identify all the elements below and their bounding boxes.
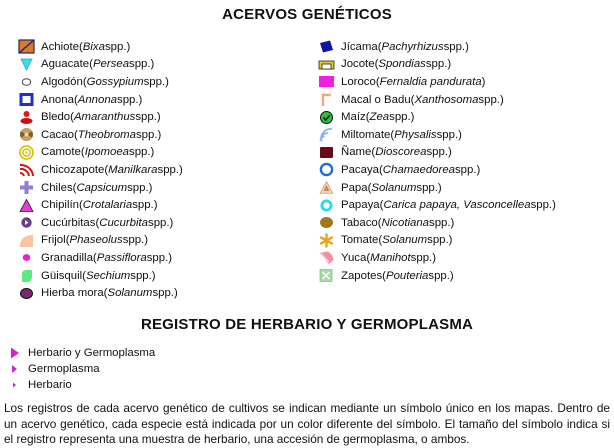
registro-title: REGISTRO DE HERBARIO Y GERMOPLASMA — [140, 316, 474, 333]
common-name: Chiles — [41, 181, 73, 194]
chipilin-icon — [18, 198, 35, 213]
name-suffix: spp.) — [132, 199, 158, 212]
common-name: Cucúrbitas — [41, 216, 96, 229]
hierba-mora-icon — [18, 286, 35, 301]
name-suffix: spp.) — [129, 58, 155, 71]
tomate-icon — [318, 233, 335, 248]
name-suffix: spp.) — [135, 128, 162, 141]
registro-item-small — [8, 377, 155, 393]
legend-item-cacao: Cacao ( Theobroma spp.) — [18, 126, 183, 144]
scientific-name: Pouteria — [385, 269, 429, 282]
legend-item-zapotes: Zapotes ( Pouteria spp.) — [318, 267, 556, 285]
legend-item-tabaco: Tabaco ( Nicotiana spp.) — [318, 214, 556, 232]
common-name: Papaya — [341, 199, 380, 212]
scientific-name: Chamaedorea — [382, 163, 455, 176]
registro-item-large — [8, 345, 155, 361]
legend-item-papa: Papa ( Solanum spp.) — [318, 179, 556, 197]
legend-item-macal: Macal o Badu ( Xanthosoma spp.) — [318, 91, 556, 109]
name-suffix: spp.) — [478, 93, 504, 106]
scientific-name: Solanum — [107, 287, 153, 300]
scientific-name: Zea — [369, 111, 390, 124]
scientific-name: Theobroma — [77, 128, 136, 141]
scientific-name: Spondias — [378, 58, 426, 71]
legend-item-maiz: Maíz ( Zea spp.) — [318, 108, 556, 126]
legend-item-chiles: Chiles ( Capsicum spp.) — [18, 179, 183, 197]
scientific-name: Nicotiana — [381, 216, 430, 229]
common-name: Anona — [41, 93, 74, 106]
triangle-large-icon — [8, 346, 24, 360]
scientific-name: Fernaldia pandurata — [379, 75, 482, 88]
algodon-icon — [18, 74, 35, 89]
scientific-name: Persea — [92, 58, 130, 71]
common-name: Yuca — [341, 251, 367, 264]
legend-item-hierba-mora: Hierba mora ( Solanum spp.) — [18, 284, 183, 302]
legend-item-jicama: Jícama ( Pachyrhizus spp.) — [318, 38, 556, 56]
common-name: Güisquil — [41, 269, 83, 282]
legend-column-left — [18, 38, 183, 302]
jocote-icon — [318, 57, 335, 72]
common-name: Achiote — [41, 40, 79, 53]
scientific-name: Annona — [77, 93, 118, 106]
chicozapote-icon — [18, 162, 35, 177]
name-suffix: spp.) — [157, 163, 183, 176]
name-suffix: spp.) — [410, 251, 436, 264]
legend-note: Los registros de cada acervo genético de cultivos se indican mediante un símbolo único en los mapas. Dentro de un acervo genético, cada especie está indicada por un color diferente del símbolo. El tamaño del símbolo indica si el registro representa una muestra de herbario, una accesión de germoplasma, o ambos. — [4, 401, 610, 446]
name-suffix: spp.) — [127, 181, 153, 194]
legend-item-algodon: Algodón ( Gossypium spp.) — [18, 73, 183, 91]
legend-item-achiote: Achiote ( Bixa spp.) — [18, 38, 183, 56]
legend-item-loroco: Loroco ( Fernaldia pandurata ) — [318, 73, 556, 91]
registro-legend — [8, 345, 155, 393]
maiz-icon — [318, 110, 335, 125]
scientific-name: Pachyrhizus — [381, 40, 444, 53]
granadilla-icon — [18, 250, 35, 265]
scientific-name: Gossypium — [86, 75, 144, 88]
common-name: Maíz — [341, 111, 366, 124]
legend-item-guisquil: Güisquil ( Sechium spp.) — [18, 267, 183, 285]
common-name: Chipilín — [41, 199, 79, 212]
name-suffix: spp.) — [146, 251, 173, 264]
tabaco-icon — [318, 215, 335, 230]
papaya-icon — [318, 198, 335, 213]
common-name: Cacao — [41, 128, 74, 141]
pacaya-icon — [318, 162, 335, 177]
name-suffix: spp.) — [389, 111, 415, 124]
name-suffix: spp.) — [426, 146, 452, 159]
aguacate-icon — [18, 57, 35, 72]
legend-item-anona: Anona ( Annona spp.) — [18, 91, 183, 109]
cucurbitas-icon — [18, 215, 35, 230]
jicama-icon — [318, 39, 335, 54]
name-suffix: spp.) — [152, 287, 178, 300]
legend-title: ACERVOS GENÉTICOS — [222, 6, 392, 23]
common-name: Chicozapote — [41, 163, 105, 176]
common-name: Zapotes — [341, 269, 383, 282]
legend-item-chicozapote: Chicozapote ( Manilkara spp.) — [18, 161, 183, 179]
common-name: Loroco — [341, 75, 376, 88]
scientific-name: Solanum — [382, 234, 428, 247]
registro-label: Germoplasma — [28, 363, 100, 375]
chiles-icon — [18, 180, 35, 195]
registro-item-medium — [8, 361, 155, 377]
scientific-name: Manihot — [370, 251, 411, 264]
scientific-name: Sechium — [85, 269, 131, 282]
legend-item-granadilla: Granadilla ( Passiflora spp.) — [18, 249, 183, 267]
name-suffix: spp.) — [425, 58, 452, 71]
legend-item-jocote: Jocote ( Spondias spp.) — [318, 56, 556, 74]
triangle-small-icon — [8, 378, 24, 392]
scientific-name: Ipomoea — [84, 146, 130, 159]
name-suffix: spp.) — [135, 111, 161, 124]
legend-item-frijol: Frijol ( Phaseolus spp.) — [18, 232, 183, 250]
scientific-name: Cucurbita — [99, 216, 148, 229]
name-suffix: spp.) — [429, 216, 455, 229]
common-name: Ñame — [341, 146, 372, 159]
name-suffix: spp.) — [130, 269, 156, 282]
legend-item-name: Ñame ( Dioscorea spp.) — [318, 144, 556, 162]
legend-item-tomate: Tomate ( Solanum spp.) — [318, 232, 556, 250]
name-suffix: spp.) — [436, 128, 462, 141]
scientific-name: Manilkara — [108, 163, 158, 176]
scientific-name: Bixa — [82, 40, 105, 53]
scientific-name: Amaranthus — [73, 111, 136, 124]
guisquil-icon — [18, 268, 35, 283]
papa-icon — [318, 180, 335, 195]
registro-label: Herbario — [28, 379, 72, 391]
legend-item-camote: Camote ( Ipomoea spp.) — [18, 144, 183, 162]
scientific-name: Passiflora — [96, 251, 147, 264]
legend-item-cucurbitas: Cucúrbitas ( Cucurbita spp.) — [18, 214, 183, 232]
common-name: Tomate — [341, 234, 379, 247]
name-icon — [318, 145, 335, 160]
scientific-name: Dioscorea — [375, 146, 427, 159]
name-suffix: spp.) — [143, 75, 169, 88]
name-suffix: spp.) — [428, 269, 454, 282]
macal-icon — [318, 92, 335, 107]
common-name: Pacaya — [341, 163, 379, 176]
scientific-name: Capsicum — [76, 181, 128, 194]
scientific-name: Physalis — [394, 128, 437, 141]
zapotes-icon — [318, 268, 335, 283]
common-name: Frijol — [41, 234, 66, 247]
legend-item-miltomate: Miltomate ( Physalis spp.) — [318, 126, 556, 144]
common-name: Granadilla — [41, 251, 93, 264]
common-name: Aguacate — [41, 58, 90, 71]
camote-icon — [18, 145, 35, 160]
name-suffix: spp.) — [104, 40, 131, 53]
triangle-medium-icon — [8, 362, 24, 376]
cacao-icon — [18, 127, 35, 142]
legend-item-chipilin: Chipilín ( Crotalaria spp.) — [18, 196, 183, 214]
scientific-name: Solanum — [371, 181, 417, 194]
common-name: Miltomate — [341, 128, 391, 141]
common-name: Hierba mora — [41, 287, 104, 300]
frijol-icon — [18, 233, 35, 248]
bledo-icon — [18, 110, 35, 125]
common-name: Jícama — [341, 40, 378, 53]
miltomate-icon — [318, 127, 335, 142]
name-suffix: spp.) — [122, 234, 149, 247]
scientific-name: Carica papaya, Vasconcellea — [383, 199, 531, 212]
common-name: Camote — [41, 146, 81, 159]
name-suffix: spp.) — [530, 199, 556, 212]
name-suffix: ) — [481, 75, 486, 88]
scientific-name: Crotalaria — [82, 199, 133, 212]
legend-item-pacaya: Pacaya ( Chamaedorea spp.) — [318, 161, 556, 179]
name-suffix: spp.) — [427, 234, 453, 247]
common-name: Tabaco — [341, 216, 378, 229]
name-suffix: spp.) — [129, 146, 155, 159]
legend-item-yuca: Yuca ( Manihot spp.) — [318, 249, 556, 267]
yuca-icon — [318, 250, 335, 265]
legend-column-right — [318, 38, 556, 284]
name-suffix: spp.) — [454, 163, 481, 176]
scientific-name: Phaseolus — [69, 234, 123, 247]
loroco-icon — [318, 74, 335, 89]
name-suffix: spp.) — [148, 216, 174, 229]
common-name: Macal o Badu — [341, 93, 411, 106]
legend-item-papaya: Papaya ( Carica papaya, Vasconcellea spp.) — [318, 196, 556, 214]
achiote-icon — [18, 39, 35, 54]
scientific-name: Xanthosoma — [414, 93, 479, 106]
common-name: Bledo — [41, 111, 71, 124]
common-name: Jocote — [341, 58, 375, 71]
name-suffix: spp.) — [416, 181, 442, 194]
registro-label: Herbario y Germoplasma — [28, 347, 156, 359]
legend-item-bledo: Bledo ( Amaranthus spp.) — [18, 108, 183, 126]
legend-item-aguacate: Aguacate ( Persea spp.) — [18, 56, 183, 74]
name-suffix: spp.) — [443, 40, 469, 53]
common-name: Papa — [341, 181, 368, 194]
anona-icon — [18, 92, 35, 107]
common-name: Algodón — [41, 75, 83, 88]
name-suffix: spp.) — [117, 93, 143, 106]
